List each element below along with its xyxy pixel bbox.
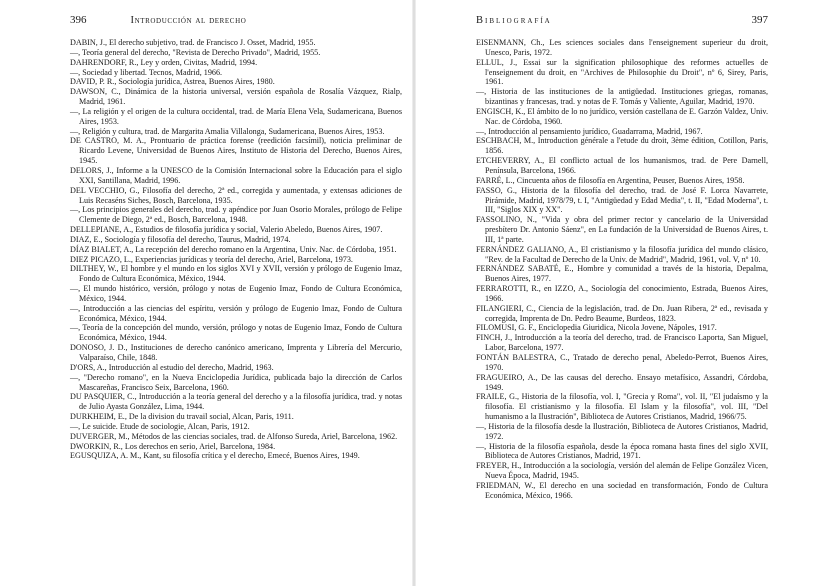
bibliography-entry: FILOMUSI, G. F., Enciclopedia Giuridica, Nicola Jovene, Nápoles, 1917. [476,323,717,333]
bibliography-entry: DIAZ, E., Sociología y filosofía del derecho, Taurus, Madrid, 1974. [70,234,291,244]
bibliography-entry: —, La religión y el origen de la cultura occidental, trad. de María Elena Vela, Sudamericana, Buenos Aires, 1953. [70,106,402,126]
bibliography-entry: D'ORS, A., Introducción al estudio del derecho, Madrid, 1963. [70,362,274,372]
bibliography-entry: —, Introducción al pensamiento jurídico, Guadarrama, Madrid, 1967. [476,126,703,136]
bibliography-entry: —, Le suicide. Etude de sociologie, Alcan, Paris, 1912. [70,421,250,431]
bibliography-entry: DURKHEIM, E., De la division du travail social, Alcan, Paris, 1911. [70,412,294,422]
bibliography-entry: DÍAZ BIALET, A., La recepción del derecho romano en la Argentina, Univ. Nac. de Córdoba, 1951. [70,244,397,254]
bibliography-entry: —, Teoría de la concepción del mundo, versión, prólogo y notas de Eugenio Imaz, Fondo de Cultura Económica, México, 1944. [70,323,402,343]
bibliography-entry: DU PASQUIER, C., Introducción a la teoría general del derecho y a la filosofía jurídica, trad. y notas de Julio Ayasta González, Lima, 1944. [70,392,402,412]
bibliography-entry: EISENMANN, Ch., Les sciences sociales dans l'enseignement superieur du droit, Unesco, Paris, 1972. [476,38,768,57]
bibliography-entry: DAHRENDORF, R., Ley y orden, Civitas, Madrid, 1994. [70,57,258,67]
bibliography-entry: DE CASTRO, M. A., Prontuario de práctica forense (reedición facsímil), noticia preliminar de Ricardo Levene, Universidad de Buenos Aires, Instituto de Historia del Derecho, Buenos Aires, 1945. [70,136,402,166]
bibliography-entry: —, Sociedad y libertad. Tecnos, Madrid, 1966. [70,67,223,77]
bibliography-entry: DABIN, J., El derecho subjetivo, trad. de Francisco J. Osset, Madrid, 1955. [70,38,316,47]
bibliography-entry: —, Teoría general del derecho, "Revista de Derecho Privado", Madrid, 1955. [70,47,321,57]
bibliography-entry: —, Religión y cultura, trad. de Margarita Amalia Villalonga, Sudamericana, Buenos Aires, 1953. [70,126,385,136]
bibliography-entry: DIEZ PICAZO, L., Experiencias jurídicas y teoría del derecho, Ariel, Barcelona, 1973. [70,254,353,264]
bibliography-entry: EGUSQUIZA, A. M., Kant, su filosofía crítica y el derecho, Emecé, Buenos Aires, 1949. [70,451,360,461]
bibliography-entry: DONOSO, J. D., Instituciones de derecho canónico americano, Imprenta y Librería del Mercurio, Valparaíso, Chile, 1848. [70,343,402,362]
bibliography-entry: ESCHBACH, M., Introduction générale a l'etude du droit, 3ème édition, Cotillon, Paris, 1856. [476,136,768,156]
bibliography-entry: FRAILE, G., Historia de la filosofía, vol. I, "Grecia y Roma", vol. II, "El judaísmo y la filosofía. El cristianismo y la filosofía. El Islam y la filosofía", vol. III, "Del humanismo a la Ilustración", Biblioteca de Autores Cristianos, Madrid, 1966/75. [476,392,768,422]
bibliography-entry: DEL VECCHIO, G., Filosofía del derecho, 2ª ed., corregida y aumentada, y extensas adiciones de Luis Recaséns Siches, Bosch, Barcelona, 1935. [70,185,402,205]
bibliography-entry: DAVID, P. R., Sociología jurídica, Astrea, Buenos Aires, 1980. [70,77,275,87]
bibliography-entry: FINCH, J., Introducción a la teoría del derecho, trad. de Francisco Laporta, San Miguel, Labor, Barcelona, 1977. [476,333,768,353]
bibliography-entry: DUVERGER, M., Métodos de las ciencias sociales, trad. de Alfonso Sureda, Ariel, Barcelona, 1962. [70,431,398,441]
bibliography-entry: FRAGUEIRO, A., De las causas del derecho. Ensayo metafísico, Assandri, Córdoba, 1949. [476,372,768,392]
right-page-number: 397 [751,14,768,26]
bibliography-entry: FREYER, H., Introducción a la sociología, versión del alemán de Felipe González Vicen, Nueva Época, Madrid, 1945. [476,461,768,481]
left-page-number: 396 [70,14,87,26]
bibliography-entry: FARRÉ, L., Cincuenta años de filosofía en Argentina, Peuser, Buenos Aires, 1958. [476,175,745,185]
left-running-head-title: Introducción al derecho [130,15,247,26]
bibliography-entry: FERRAROTTI, R., en IZZO, A., Sociología del conocimiento, Estrada, Buenos Aires, 1966. [476,284,768,303]
bibliography-entry: FERNÁNDEZ GALIANO, A., El cristianismo y la filosofía jurídica del mundo clásico, "Rev. de la Facultad de Derecho de la Univ. de Madrid", Madrid, 1961, vol. V, nº 10. [476,244,768,264]
bibliography-entry: —, Historia de la filosofía desde la Ilustración, Biblioteca de Autores Cristianos, Madrid, 1972. [476,421,768,441]
bibliography-entry: ETCHEVERRY, A., El conflicto actual de los humanismos, trad. de Pere Darnell, Península, Barcelona, 1966. [476,156,768,175]
bibliography-entry: ELLUL, J., Essai sur la signification philosophique des reformes actuelles de l'enseignement du droit, en "Archives de Philosophie du Droit", nº 6, Sirey, Paris, 1961. [476,57,768,87]
bibliography-entry: —, "Derecho romano", en la Nueva Enciclopedia Jurídica, publicada bajo la dirección de Carlos Mascareñas, Francisco Seix, Barcelona, 1960. [70,372,402,392]
bibliography-entry: DAWSON, C., Dinámica de la historia universal, versión española de Rosalía Vázquez, Rialp, Madrid, 1961. [70,87,402,107]
bibliography-entry: FRIEDMAN, W., El derecho en una sociedad en transformación, Fondo de Cultura Económica, México, 1966. [476,480,768,500]
bibliography-entry: ENGISCH, K., El ámbito de lo no jurídico, versión castellana de E. Garzón Valdez, Univ. Nac. de Córdoba, 1960. [476,106,768,126]
bibliography-entry: FONTÁN BALESTRA, C., Tratado de derecho penal, Abeledo-Perrot, Buenos Aires, 1970. [476,353,768,372]
bibliography-entry: DWORKIN, R., Los derechos en serio, Ariel, Barcelona, 1984. [70,441,276,451]
bibliography-entry: DELORS, J., Informe a la UNESCO de la Comisión Internacional sobre la Educación para el siglo XXI, Santillana, Madrid, 1996. [70,165,402,185]
left-running-header [70,14,402,26]
bibliography-entry: FERNÁNDEZ SABATÉ, E., Hombre y comunidad a través de la historia, Depalma, Buenos Aires, 1977. [476,264,768,284]
bibliography-entry: FILANGIERI, C., Ciencia de la legislación, trad. de Dn. Juan Ribera, 2ª ed., revisada y corregida, Imprenta de Dn. Pedro Beaume, Burdeos, 1823. [476,303,768,323]
bibliography-entry: —, Historia de las instituciones de la antigüedad. Instituciones griegas, romanas, bizantinas y francesas, trad. y notas de F. Tomás y Valiente, Aguilar, Madrid, 1970. [476,87,768,107]
right-bibliography-list [476,38,768,501]
left-bibliography-list [70,38,402,461]
bibliography-entry: —, Introducción a las ciencias del espíritu, versión y prólogo de Eugenio Imaz, Fondo de Cultura Económica, México, 1944. [70,303,402,323]
right-page [414,0,828,586]
bibliography-entry: —, El mundo histórico, versión, prólogo y notas de Eugenio Imaz, Fondo de Cultura Económica, México, 1944. [70,284,402,303]
bibliography-entry: DILTHEY, W., El hombre y el mundo en los siglos XVI y XVII, versión y prólogo de Eugenio Imaz, Fondo de Cultura Económica, México, 1944. [70,264,402,284]
bibliography-entry: FASSO, G., Historia de la filosofía del derecho, trad. de José F. Lorca Navarrete, Pirámide, Madrid, 1978/79, t. I, "Antigüedad y Edad Media", t. II, "Edad Moderna", t. III, "Siglos XIX y XX". [476,185,768,215]
right-running-header [476,14,768,26]
bibliography-entry: FASSOLINO, N., "Vida y obra del primer rector y cancelario de la Universidad presbítero Dr. Antonio Sáenz", en La fundación de la Universidad de Buenos Aires, t. III, 1ª parte. [476,215,768,244]
bibliography-entry: —, Los principios generales del derecho, trad. y apéndice por Juan Osorio Morales, prólogo de Felipe Clemente de Diego, 2ª ed., Bosch, Barcelona, 1948. [70,205,402,225]
bibliography-entry: —, Historia de la filosofía española, desde la época romana hasta fines del siglo XVII, Biblioteca de Autores Cristianos, Madrid, 1971. [476,441,768,461]
right-running-head-title: Bibliografía [476,15,552,26]
bibliography-entry: DELLEPIANE, A., Estudios de filosofía jurídica y social, Valerio Abeledo, Buenos Aires, 1907. [70,225,383,235]
